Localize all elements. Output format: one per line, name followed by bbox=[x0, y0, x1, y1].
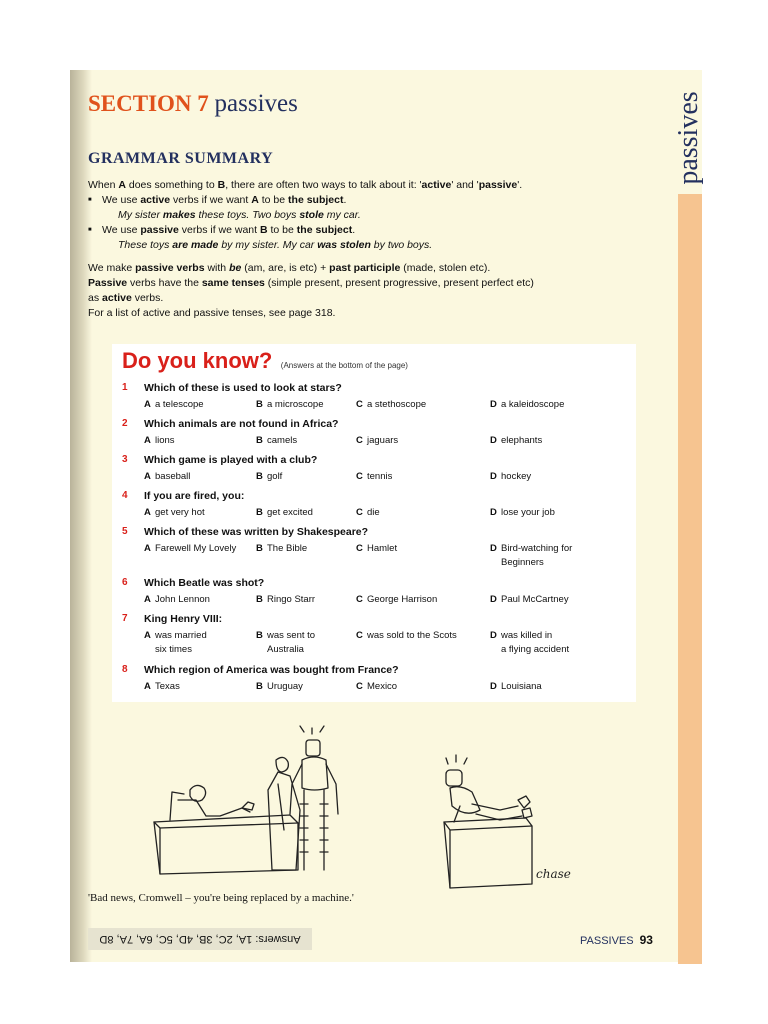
side-color-bar bbox=[678, 194, 702, 964]
option-text: camels bbox=[267, 435, 298, 446]
summary-bullet-passive bbox=[88, 223, 578, 238]
t: . bbox=[343, 194, 347, 206]
option-text: baseball bbox=[155, 471, 191, 482]
t: These toys bbox=[118, 239, 173, 251]
option-letter: B bbox=[256, 507, 263, 518]
page-number: 93 bbox=[639, 933, 653, 947]
option-b bbox=[256, 506, 313, 520]
t: active bbox=[102, 292, 132, 304]
option-text-cont: a flying accident bbox=[501, 644, 570, 655]
option-c bbox=[356, 398, 426, 412]
option-c bbox=[356, 470, 392, 484]
cartoon-signature: chase bbox=[536, 867, 571, 881]
option-letter: C bbox=[356, 399, 363, 410]
option-letter: B bbox=[256, 399, 263, 410]
option-text: lions bbox=[155, 435, 175, 446]
grammar-summary bbox=[88, 178, 578, 321]
summary-para-form bbox=[88, 261, 578, 276]
side-tab-label: passives bbox=[673, 91, 704, 185]
option-text: tennis bbox=[367, 471, 393, 482]
option-letter: C bbox=[356, 630, 363, 641]
question-number: 2 bbox=[122, 418, 128, 429]
t: A bbox=[118, 179, 126, 191]
option-letter: A bbox=[144, 594, 151, 605]
option-b bbox=[256, 593, 315, 607]
option-text: get very hot bbox=[155, 507, 205, 518]
option-c bbox=[356, 542, 397, 556]
seated-man-head bbox=[190, 785, 206, 801]
option-text: was sent to bbox=[267, 630, 316, 641]
option-text: die bbox=[367, 507, 380, 518]
t: was stolen bbox=[317, 239, 371, 251]
side-tab-title bbox=[672, 88, 706, 188]
t: to be bbox=[258, 194, 289, 206]
t: ' and ' bbox=[451, 179, 479, 191]
option-letter: B bbox=[256, 471, 263, 482]
t: active bbox=[140, 194, 171, 206]
robot2-antenna bbox=[446, 755, 467, 764]
quiz-heading: Do you know? bbox=[122, 348, 273, 373]
standing-man-head bbox=[276, 757, 288, 772]
robot2-torso bbox=[450, 787, 480, 814]
option-a bbox=[144, 542, 236, 556]
option-b bbox=[256, 542, 307, 556]
t: my car. bbox=[323, 209, 361, 221]
answers-box bbox=[88, 928, 312, 950]
question-text: Which of these was written by Shakespeare? bbox=[144, 526, 369, 538]
option-letter: D bbox=[490, 507, 497, 518]
question-number: 5 bbox=[122, 526, 128, 537]
option-text-cont: Australia bbox=[267, 644, 304, 655]
option-text: lose your job bbox=[501, 507, 555, 518]
option-d bbox=[490, 470, 531, 484]
option-a bbox=[144, 398, 204, 412]
question-text: Which region of America was bought from France? bbox=[144, 664, 399, 676]
option-letter: C bbox=[356, 681, 363, 692]
option-text: was killed in bbox=[501, 630, 553, 641]
question-number: 4 bbox=[122, 490, 128, 501]
t: '. bbox=[517, 179, 523, 191]
option-text: was sold to the Scots bbox=[367, 630, 457, 641]
question-number: 1 bbox=[122, 382, 128, 393]
option-b bbox=[256, 434, 297, 448]
option-letter: D bbox=[490, 681, 497, 692]
t: . bbox=[352, 224, 356, 236]
option-text: Paul McCartney bbox=[501, 594, 569, 605]
option-a bbox=[144, 506, 205, 520]
option-letter: A bbox=[144, 630, 151, 641]
t: verbs if we want bbox=[170, 194, 252, 206]
option-letter: B bbox=[256, 435, 263, 446]
question-text: Which game is played with a club? bbox=[144, 454, 318, 466]
t: these toys. Two boys bbox=[195, 209, 300, 221]
option-letter: C bbox=[356, 543, 363, 554]
option-c bbox=[356, 434, 398, 448]
t: verbs have the bbox=[127, 277, 202, 289]
t: passive bbox=[478, 179, 518, 191]
question-text: If you are fired, you: bbox=[144, 490, 245, 502]
quiz-note: (Answers at the bottom of the page) bbox=[280, 361, 408, 370]
t: My sister bbox=[118, 209, 163, 221]
t: the subject bbox=[296, 224, 353, 236]
option-letter: B bbox=[256, 681, 263, 692]
option-text: The Bible bbox=[267, 543, 308, 554]
t: (am, are, is etc) + bbox=[241, 262, 330, 274]
t: to be bbox=[267, 224, 297, 236]
answers-text: Answers: 1A, 2C, 3B, 4D, 5C, 6A, 7A, 8D bbox=[99, 933, 301, 945]
option-letter: A bbox=[144, 435, 151, 446]
summary-example-passive bbox=[88, 238, 578, 253]
t: does something to bbox=[125, 179, 218, 191]
t: active bbox=[421, 179, 452, 191]
section-topic: passives bbox=[214, 90, 298, 117]
option-letter: B bbox=[256, 630, 263, 641]
t: passive bbox=[140, 224, 179, 236]
option-d bbox=[490, 434, 542, 448]
question-text: Which Beatle was shot? bbox=[144, 577, 265, 589]
t: , there are often two ways to talk about it: ' bbox=[225, 179, 422, 191]
option-text: was married bbox=[155, 630, 207, 641]
t: be bbox=[229, 262, 242, 274]
t: We use bbox=[102, 194, 141, 206]
option-d bbox=[490, 593, 569, 607]
option-a bbox=[144, 470, 190, 484]
t: with bbox=[204, 262, 230, 274]
option-letter: C bbox=[356, 435, 363, 446]
option-text: Uruguay bbox=[267, 681, 303, 692]
option-letter: C bbox=[356, 507, 363, 518]
t: Passive bbox=[88, 277, 128, 289]
t: When bbox=[88, 179, 119, 191]
option-text: hockey bbox=[501, 471, 532, 482]
option-d bbox=[490, 506, 555, 520]
robot2-head bbox=[446, 770, 462, 786]
t: (made, stolen etc). bbox=[400, 262, 491, 274]
option-text: get excited bbox=[267, 507, 313, 518]
summary-bullet-active bbox=[88, 193, 578, 208]
summary-para-tenses-cont bbox=[88, 291, 578, 306]
t: B bbox=[217, 179, 226, 191]
t: passive verbs bbox=[135, 262, 205, 274]
question-number: 7 bbox=[122, 613, 128, 624]
option-text: golf bbox=[267, 471, 283, 482]
option-a bbox=[144, 434, 175, 448]
option-text: Bird-watching for bbox=[501, 543, 573, 554]
footer-label: PASSIVES bbox=[580, 935, 634, 947]
question-text: Which animals are not found in Africa? bbox=[144, 418, 339, 430]
t: (simple present, present progressive, present perfect etc) bbox=[264, 277, 534, 289]
robot2-legs bbox=[472, 804, 522, 820]
question-number: 8 bbox=[122, 664, 128, 675]
t: by two boys. bbox=[370, 239, 433, 251]
t: verbs. bbox=[131, 292, 164, 304]
question-text: Which of these is used to look at stars? bbox=[144, 382, 342, 394]
t: the subject bbox=[288, 194, 344, 206]
t: as bbox=[88, 292, 103, 304]
option-text: John Lennon bbox=[155, 594, 210, 605]
t: by my sister. My car bbox=[218, 239, 318, 251]
section-title bbox=[88, 90, 298, 118]
summary-para-reference: For a list of active and passive tenses, see page 318. bbox=[88, 307, 336, 319]
question-text: King Henry VIII: bbox=[144, 613, 223, 625]
spacer bbox=[88, 253, 578, 261]
option-letter: B bbox=[256, 543, 263, 554]
option-letter: D bbox=[490, 630, 497, 641]
option-letter: D bbox=[490, 471, 497, 482]
option-a bbox=[144, 680, 180, 694]
option-a bbox=[144, 593, 210, 607]
option-letter: A bbox=[144, 681, 151, 692]
option-text: Texas bbox=[155, 681, 180, 692]
option-letter: B bbox=[256, 594, 263, 605]
option-text: Farewell My Lovely bbox=[155, 543, 237, 554]
section-label: SECTION 7 bbox=[88, 91, 209, 116]
robot-antenna bbox=[300, 726, 324, 734]
option-letter: D bbox=[490, 399, 497, 410]
option-c bbox=[356, 629, 457, 643]
t: are made bbox=[172, 239, 219, 251]
option-d bbox=[490, 629, 569, 657]
t: makes bbox=[162, 209, 196, 221]
seated-man-body bbox=[178, 800, 250, 816]
option-c bbox=[356, 593, 437, 607]
option-d bbox=[490, 680, 542, 694]
option-text: a kaleidoscope bbox=[501, 399, 565, 410]
t: verbs if we want bbox=[178, 224, 260, 236]
option-text: Louisiana bbox=[501, 681, 542, 692]
option-text: elephants bbox=[501, 435, 543, 446]
option-a bbox=[144, 629, 207, 657]
option-letter: C bbox=[356, 594, 363, 605]
option-letter: A bbox=[144, 507, 151, 518]
t: We use bbox=[102, 224, 141, 236]
option-b bbox=[256, 470, 282, 484]
cartoon-illustration bbox=[150, 720, 590, 890]
option-letter: D bbox=[490, 543, 497, 554]
option-letter: D bbox=[490, 594, 497, 605]
option-d bbox=[490, 542, 572, 570]
option-letter: D bbox=[490, 435, 497, 446]
option-c bbox=[356, 680, 397, 694]
quiz-title bbox=[122, 348, 408, 374]
option-d bbox=[490, 398, 564, 412]
option-text: Mexico bbox=[367, 681, 398, 692]
option-text-cont: Beginners bbox=[501, 557, 544, 568]
option-letter: A bbox=[144, 399, 151, 410]
option-text: Ringo Starr bbox=[267, 594, 316, 605]
option-text: a microscope bbox=[267, 399, 324, 410]
option-b bbox=[256, 629, 315, 657]
option-text-cont: six times bbox=[155, 644, 192, 655]
option-text: Hamlet bbox=[367, 543, 398, 554]
t: stole bbox=[299, 209, 324, 221]
robot-torso bbox=[302, 757, 328, 790]
option-b bbox=[256, 398, 324, 412]
option-letter: A bbox=[144, 471, 151, 482]
option-b bbox=[256, 680, 303, 694]
t: past participle bbox=[329, 262, 401, 274]
t: We make bbox=[88, 262, 136, 274]
option-text: a stethoscope bbox=[367, 399, 427, 410]
t: same tenses bbox=[201, 277, 265, 289]
option-c bbox=[356, 506, 380, 520]
option-text: jaguars bbox=[367, 435, 399, 446]
grammar-summary-heading: GRAMMAR SUMMARY bbox=[88, 150, 274, 167]
summary-para-tenses bbox=[88, 276, 578, 291]
t: B bbox=[259, 224, 268, 236]
cartoon-caption: 'Bad news, Cromwell – you're being replaced by a machine.' bbox=[88, 892, 354, 904]
question-number: 6 bbox=[122, 577, 128, 588]
question-number: 3 bbox=[122, 454, 128, 465]
option-text: a telescope bbox=[155, 399, 204, 410]
summary-example-active bbox=[88, 208, 578, 223]
option-letter: C bbox=[356, 471, 363, 482]
option-text: George Harrison bbox=[367, 594, 438, 605]
t: A bbox=[251, 194, 259, 206]
page-footer bbox=[580, 933, 653, 947]
robot-head bbox=[306, 740, 320, 756]
option-letter: A bbox=[144, 543, 151, 554]
summary-intro bbox=[88, 178, 578, 193]
